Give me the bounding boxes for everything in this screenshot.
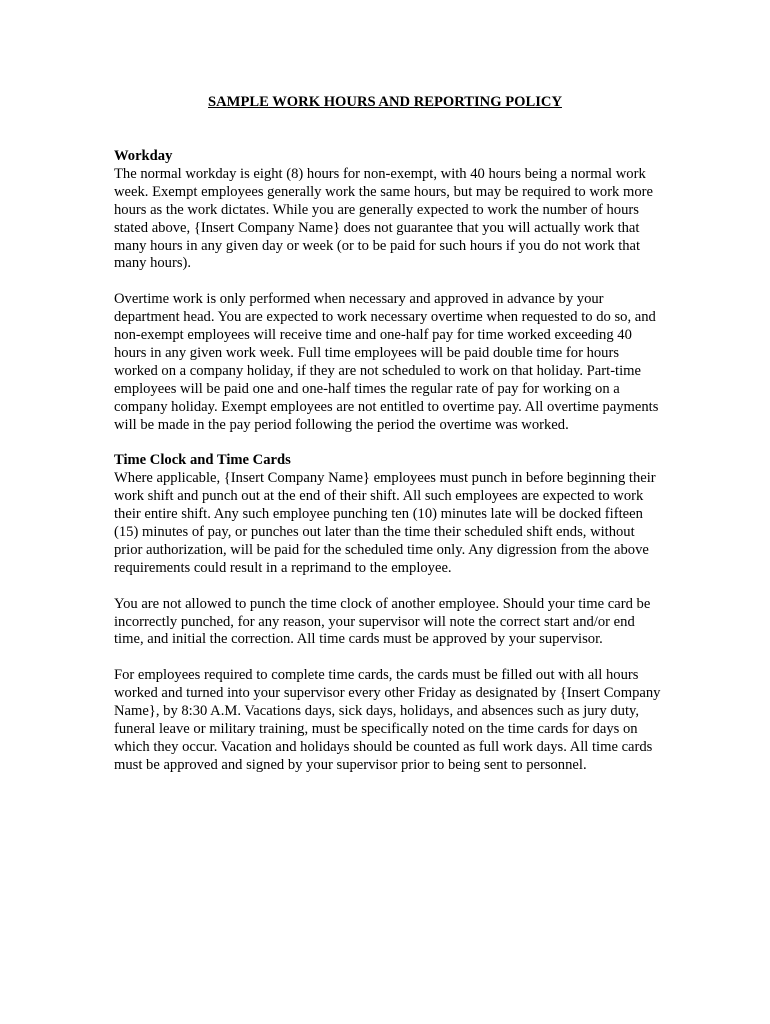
paragraph: Overtime work is only performed when necessary and approved in advance by your department head. You are expected to work necessary overtime when requested to do so, and non-exempt employees will receive time and one-half pay for time worked exceeding 40 hours in any given work week. Full time employees will be paid double time for hours worked on a company holiday, if they are not scheduled to work on that holiday. Part-time employees will be paid one and one-half times the regular rate of pay for working on a company holiday. Exempt employees are not entitled to overtime pay. All overtime payments will be made in the pay period following the period the overtime was worked.	[114, 291, 659, 433]
paragraph: The normal workday is eight (8) hours for non-exempt, with 40 hours being a normal work week. Exempt employees generally work the same hours, but may be required to work more hours as the work dictates. While you are generally expected to work the number of hours stated above, {Insert Company Name} does not guarantee that you will actually work that many hours in any given day or week (or to be paid for such hours if you do not work that many hours).	[114, 165, 653, 272]
paragraph: Where applicable, {Insert Company Name} employees must punch in before beginning their work shift and punch out at the end of their shift. All such employees are expected to work their entire shift. Any such employee punching ten (10) minutes late will be docked fifteen (15) minutes of pay, or punches out later than the time their scheduled shift ends, without prior authorization, will be paid for the scheduled time only. Any digression from the above requirements could result in a reprimand to the employee.	[114, 470, 656, 576]
section-heading: Workday	[114, 148, 173, 164]
document-title: SAMPLE WORK HOURS AND REPORTING POLICY	[208, 94, 562, 110]
paragraph: For employees required to complete time cards, the cards must be filled out with all hours worked and turned into your supervisor every other Friday as designated by {Insert Company Name}, by 8:30 A.M. Vacations days, sick days, holidays, and absences such as jury duty, funeral leave or military training, must be specifically noted on the time cards for days on which they occur. Vacation and holidays should be counted as full work days. All time cards must be approved and signed by your supervisor prior to being sent to personnel.	[114, 667, 661, 773]
paragraph: You are not allowed to punch the time clock of another employee. Should your time card be incorrectly punched, for any reason, your supervisor will note the correct start and/or end time, and initial the correction. All time cards must be approved by your supervisor.	[114, 595, 651, 648]
section-workday	[114, 148, 662, 434]
section-heading: Time Clock and Time Cards	[114, 452, 291, 469]
document-body	[114, 148, 662, 793]
section-time-clock	[114, 452, 662, 774]
